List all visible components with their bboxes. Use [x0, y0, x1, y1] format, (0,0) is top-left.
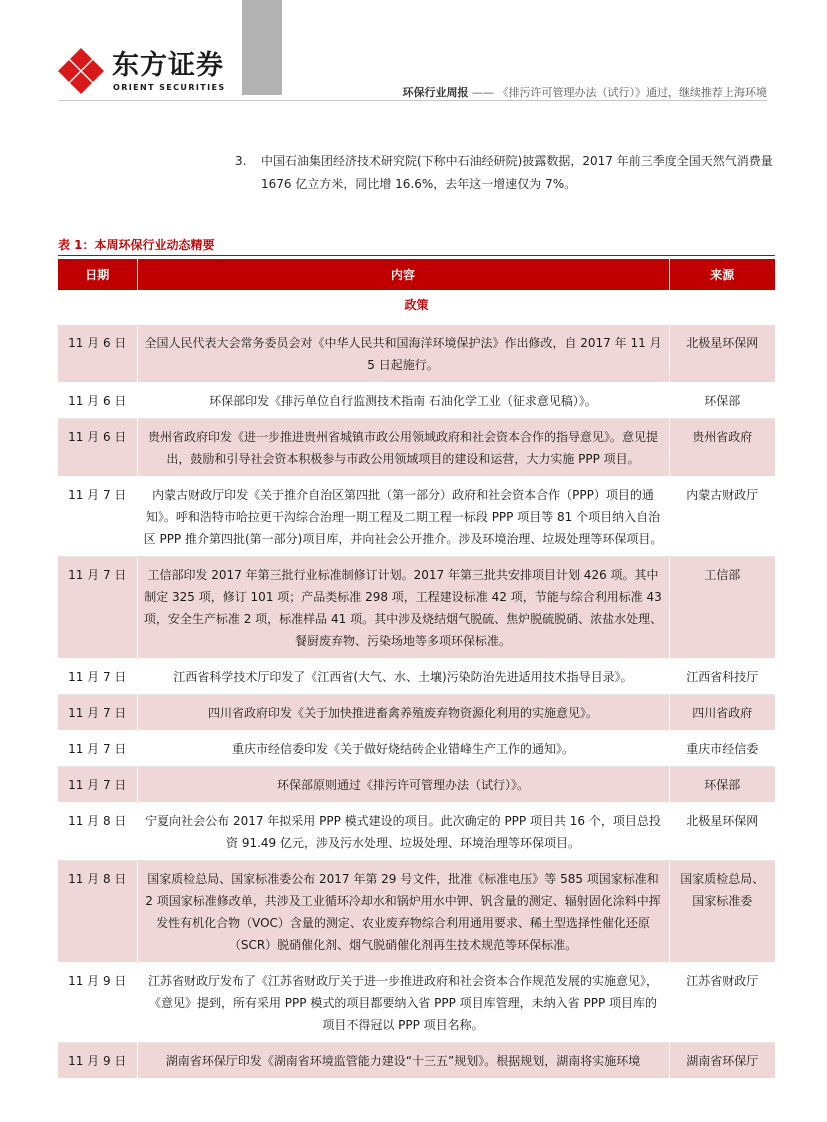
brand-name-en: ORIENT SECURITIES	[113, 83, 226, 92]
row-date: 11 月 9 日	[58, 1043, 137, 1079]
table-row	[58, 477, 775, 557]
column-header-content: 内容	[137, 259, 669, 290]
brand-name: 东方证券	[112, 50, 224, 81]
table-title: 表 1：本周环保行业动态精要	[58, 238, 215, 252]
row-source: 北极星环保网	[669, 803, 775, 861]
row-date: 11 月 8 日	[58, 861, 137, 963]
orient-securities-logo	[58, 48, 104, 94]
row-source: 环保部	[669, 383, 775, 419]
row-content: 重庆市经信委印发《关于做好烧结砖企业错峰生产工作的通知》。	[137, 731, 669, 767]
row-date: 11 月 9 日	[58, 963, 137, 1043]
table-row	[58, 767, 775, 803]
column-header-source: 来源	[669, 259, 775, 290]
table-row	[58, 419, 775, 477]
row-content: 宁夏向社会公布 2017 年拟采用 PPP 模式建设的项目。此次确定的 PPP 项目共 16 个，项目总投资 91.49 亿元，涉及污水处理、垃圾处理、环境治理等环保项目。	[137, 803, 669, 861]
row-content: 全国人民代表大会常务委员会对《中华人民共和国海洋环境保护法》作出修改，自 2017 年 11 月 5 日起施行。	[137, 325, 669, 383]
row-content: 江西省科学技术厅印发了《江西省(大气、水、土壤)污染防治先进适用技术指导目录》。	[137, 659, 669, 695]
row-source: 江苏省财政厅	[669, 963, 775, 1043]
report-title: 《排污许可管理办法（试行）》通过，继续推荐上海环境	[497, 86, 767, 99]
row-date: 11 月 7 日	[58, 695, 137, 731]
row-date: 11 月 7 日	[58, 731, 137, 767]
note-item	[235, 150, 775, 196]
row-date: 11 月 8 日	[58, 803, 137, 861]
header-divider	[58, 100, 767, 101]
row-content: 内蒙古财政厅印发《关于推介自治区第四批（第一部分）政府和社会资本合作（PPP）项目的通知》。呼和浩特市哈拉更干沟综合治理一期工程及二期工程一标段 PPP 项目等 81 个项目纳入自治区 PPP 推介第四批(第一部分)项目库，并向社会公开推介。涉及环境治理、垃圾处理等环保项目。	[137, 477, 669, 557]
row-date: 11 月 6 日	[58, 419, 137, 477]
table-row	[58, 659, 775, 695]
row-content: 工信部印发 2017 年第三批行业标准制修订计划。2017 年第三批共安排项目计划 426 项。其中制定 325 项，修订 101 项；产品类标准 298 项，工程建设标准 42 项，节能与综合利用标准 43 项，安全生产标准 2 项，标准样品 41 项。其中涉及烧结烟气脱硫、焦炉脱硫脱硝、浓盐水处理、餐厨废弃物、污染场地等多项环保标准。	[137, 557, 669, 659]
header-grey-bar	[242, 0, 282, 95]
table-row	[58, 557, 775, 659]
row-source: 贵州省政府	[669, 419, 775, 477]
table-row	[58, 695, 775, 731]
table-header-row	[58, 259, 775, 290]
table-row	[58, 963, 775, 1043]
row-date: 11 月 7 日	[58, 659, 137, 695]
category-row	[58, 290, 775, 325]
row-date: 11 月 6 日	[58, 325, 137, 383]
column-header-date: 日期	[58, 259, 137, 290]
row-date: 11 月 6 日	[58, 383, 137, 419]
industry-news-table	[58, 259, 775, 1079]
row-content: 环保部印发《排污单位自行监测技术指南 石油化学工业（征求意见稿）》。	[137, 383, 669, 419]
row-source: 国家质检总局、国家标准委	[669, 861, 775, 963]
row-content: 湖南省环保厅印发《湖南省环境监管能力建设“十三五”规划》。根据规划，湖南将实施环境	[137, 1043, 669, 1079]
row-source: 内蒙古财政厅	[669, 477, 775, 557]
report-dash: ——	[472, 86, 494, 99]
row-date: 11 月 7 日	[58, 477, 137, 557]
report-type: 环保行业周报	[402, 86, 469, 99]
row-source: 四川省政府	[669, 695, 775, 731]
row-content: 江苏省财政厅发布了《江苏省财政厅关于进一步推进政府和社会资本合作规范发展的实施意见》，《意见》提到，所有采用 PPP 模式的项目都要纳入省 PPP 项目库管理，未纳入省 PPP 项目库的项目不得冠以 PPP 项目名称。	[137, 963, 669, 1043]
row-source: 环保部	[669, 767, 775, 803]
row-content: 贵州省政府印发《进一步推进贵州省城镇市政公用领域政府和社会资本合作的指导意见》。意见提出，鼓励和引导社会资本积极参与市政公用领域项目的建设和运营，大力实施 PPP 项目。	[137, 419, 669, 477]
table-row	[58, 861, 775, 963]
row-source: 重庆市经信委	[669, 731, 775, 767]
row-source: 工信部	[669, 557, 775, 659]
row-date: 11 月 7 日	[58, 557, 137, 659]
row-source: 北极星环保网	[669, 325, 775, 383]
table-row	[58, 731, 775, 767]
table-row	[58, 803, 775, 861]
category-label: 政策	[58, 290, 775, 325]
row-source: 江西省科技厅	[669, 659, 775, 695]
table-row	[58, 325, 775, 383]
report-header	[403, 84, 768, 100]
row-content: 环保部原则通过《排污许可管理办法（试行）》。	[137, 767, 669, 803]
row-date: 11 月 7 日	[58, 767, 137, 803]
note-text: 中国石油集团经济技术研究院(下称中石油经研院)披露数据，2017 年前三季度全国天然气消费量 1676 亿立方米，同比增 16.6%，去年这一增速仅为 7%。	[261, 154, 773, 191]
row-content: 国家质检总局、国家标准委公布 2017 年第 29 号文件，批准《标准电压》等 585 项国家标准和 2 项国家标准修改单，共涉及工业循环冷却水和锅炉用水中钾、钒含量的测定、辐射固化涂料中挥发性有机化合物（VOC）含量的测定、农业废弃物综合利用通用要求、稀土型选择性催化还原（SCR）脱硝催化剂、烟气脱硝催化剂再生技术规范等环保标准。	[137, 861, 669, 963]
row-content: 四川省政府印发《关于加快推进畜禽养殖废弃物资源化利用的实施意见》。	[137, 695, 669, 731]
table-title-rule	[58, 255, 775, 256]
row-source: 湖南省环保厅	[669, 1043, 775, 1079]
table-row	[58, 1043, 775, 1079]
note-number: 3.	[235, 154, 247, 168]
table-row	[58, 383, 775, 419]
